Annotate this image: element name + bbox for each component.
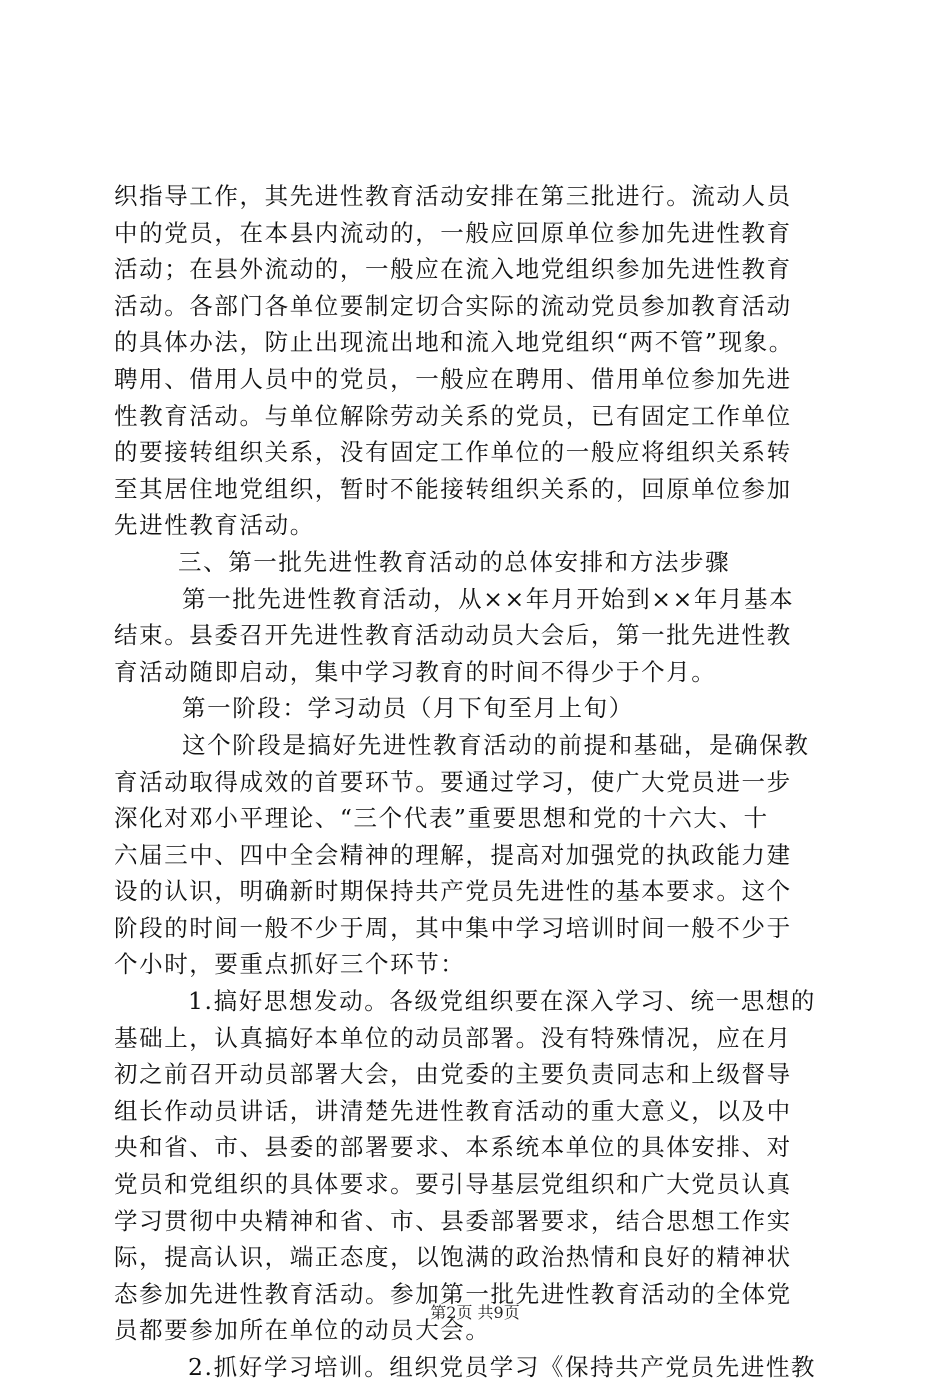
body-text bbox=[114, 178, 844, 1386]
text-line: 组长作动员讲话，讲清楚先进性教育活动的重大意义，以及中 bbox=[114, 1096, 792, 1125]
text-line: 育活动随即启动，集中学习教育的时间不得少于个月。 bbox=[114, 657, 717, 686]
text-line: 这个阶段是搞好先进性教育活动的前提和基础，是确保教 bbox=[182, 730, 810, 759]
page-footer: 第2页 共9页 bbox=[430, 1303, 520, 1322]
text-line: 结束。县委召开先进性教育活动动员大会后，第一批先进性教 bbox=[114, 621, 792, 650]
text-line: 个小时，要重点抓好三个环节： bbox=[114, 950, 466, 979]
text-line: 阶段的时间一般不少于周，其中集中学习培训时间一般不少于 bbox=[114, 913, 792, 942]
text-line: 的具体办法，防止出现流出地和流入地党组织“两不管”现象。 bbox=[114, 328, 794, 357]
text-line: 基础上，认真搞好本单位的动员部署。没有特殊情况，应在月 bbox=[114, 1023, 792, 1052]
text-line: 第一批先进性教育活动，从××年月开始到××年月基本 bbox=[182, 584, 795, 613]
text-line: 先进性教育活动。 bbox=[114, 511, 315, 540]
text-line: 初之前召开动员部署大会，由党委的主要负责同志和上级督导 bbox=[114, 1060, 792, 1089]
text-line: 学习贯彻中央精神和省、市、县委部署要求，结合思想工作实 bbox=[114, 1206, 792, 1235]
text-line: 活动。各部门各单位要制定切合实际的流动党员参加教育活动 bbox=[114, 291, 792, 320]
text-line: 1.搞好思想发动。各级党组织要在深入学习、统一思想的 bbox=[188, 987, 817, 1016]
text-line: 三、第一批先进性教育活动的总体安排和方法步骤 bbox=[178, 547, 731, 576]
text-line: 2.抓好学习培训。组织党员学习《保持共产党员先进性教 bbox=[188, 1353, 817, 1381]
text-line: 央和省、市、县委的部署要求、本系统本单位的具体安排、对 bbox=[114, 1133, 792, 1162]
text-line: 态参加先进性教育活动。参加第一批先进性教育活动的全体党 bbox=[114, 1279, 792, 1308]
text-line: 聘用、借用人员中的党员，一般应在聘用、借用单位参加先进 bbox=[114, 364, 792, 393]
text-line: 深化对邓小平理论、“三个代表”重要思想和党的十六大、十 bbox=[114, 804, 769, 833]
text-line: 育活动取得成效的首要环节。要通过学习，使广大党员进一步 bbox=[114, 767, 792, 796]
text-line: 第一阶段：学习动员（月下旬至月上旬） bbox=[182, 694, 634, 723]
text-line: 的要接转组织关系，没有固定工作单位的一般应将组织关系转 bbox=[114, 438, 792, 467]
text-line: 员都要参加所在单位的动员大会。 bbox=[114, 1316, 491, 1345]
text-line: 活动；在县外流动的，一般应在流入地党组织参加先进性教育 bbox=[114, 255, 792, 284]
text-line: 中的党员，在本县内流动的，一般应回原单位参加先进性教育 bbox=[114, 218, 792, 247]
text-line: 织指导工作，其先进性教育活动安排在第三批进行。流动人员 bbox=[114, 182, 792, 210]
text-line: 设的认识，明确新时期保持共产党员先进性的基本要求。这个 bbox=[114, 877, 792, 906]
text-line: 六届三中、四中全会精神的理解，提高对加强党的执政能力建 bbox=[114, 840, 792, 869]
text-line: 际，提高认识，端正态度，以饱满的政治热情和良好的精神状 bbox=[114, 1243, 792, 1272]
text-line: 性教育活动。与单位解除劳动关系的党员，已有固定工作单位 bbox=[114, 401, 792, 430]
text-line: 党员和党组织的具体要求。要引导基层党组织和广大党员认真 bbox=[114, 1170, 792, 1199]
text-line: 至其居住地党组织，暂时不能接转组织关系的，回原单位参加 bbox=[114, 474, 792, 503]
